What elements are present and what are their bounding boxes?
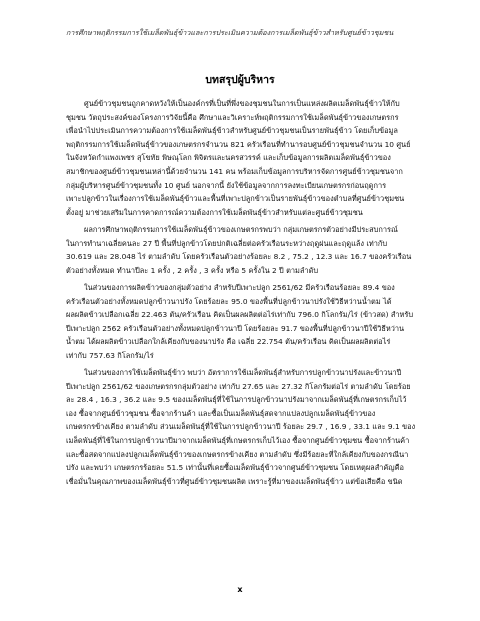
text-line: ผลผลิตข้าวเปลือกเฉลี่ย 22.463 ตัน/ครัวเรือน คิดเป็นผลผลิตต่อไร่เท่ากับ 796.0 กิโลกรัม/ไร่ (ข้าวสด) สำหรับ xyxy=(66,310,414,320)
text-line: เท่ากับ 757.63 กิโลกรัม/ไร่ xyxy=(66,350,154,360)
text-line: ครัวเรือนตัวอย่างทั้งหมดปลูกข้าวนาปรัง โดยร้อยละ 95.0 ของพื้นที่ปลูกข้าวนาปรังใช้วิธีหว่านน้ำตม ได้ xyxy=(66,296,392,306)
text-line: เกษตรกรข้างเคียง ตามลำดับ ส่วนเมล็ดพันธุ์ที่ใช้ในการปลูกข้าวนาปี ร้อยละ 29.7 , 16.9 , 33.1 และ 9.1 ของ xyxy=(66,422,416,432)
text-line: ในส่วนของการใช้เมล็ดพันธุ์ข้าว พบว่า อัตราการใช้เมล็ดพันธุ์สำหรับการปลูกข้าวนาปรังและข้าวนาปี xyxy=(84,368,402,378)
paragraph-4 xyxy=(66,366,438,488)
text-line: ละ 28.4 , 16.3 , 36.2 และ 9.5 ของเมล็ดพันธุ์ที่ใช้ในการปลูกข้าวนาปรังมาจากเมล็ดพันธุ์ที่เกษตรกรเก็บไว้ xyxy=(66,395,407,405)
text-line: ปีเพาะปลูก 2562 ครัวเรือนตัวอย่างทั้งหมดปลูกข้าวนาปี โดยร้อยละ 91.7 ของพื้นที่ปลูกข้าวนาปีใช้วิธีหว่าน xyxy=(66,323,405,333)
text-line: ในการทำนาเฉลี่ยคนละ 27 ปี พื้นที่ปลูกข้าวโดยปกติเฉลี่ยต่อครัวเรือนระหว่างฤดูฝนและฤดูแล้ง เท่ากับ xyxy=(66,238,388,248)
text-line: ศูนย์ข้าวชุมชนถูกคาดหวังให้เป็นองค์กรที่เป็นที่พึ่งของชุมชนในการเป็นแหล่งผลิตเมล็ดพันธุ์ข้าวให้กับ xyxy=(84,99,400,108)
text-line: เมล็ดพันธุ์ที่ใช้ในการปลูกข้าวนาปีมาจากเมล็ดพันธุ์ที่เกษตรกรเก็บไว้เอง ซื้อจากศูนย์ข้าวชุมชน ซื้อจากร้านค้า xyxy=(66,436,410,446)
running-header: การศึกษาพฤติกรรมการใช้เมล็ดพันธุ์ข้าวและการประเมินความต้องการเมล็ดพันธุ์ข้าวสำหรับศูนย์ข้าวชุมชน xyxy=(66,28,394,37)
text-line: เพื่อนำไปประเมินการความต้องการใช้เมล็ดพันธุ์ข้าวสำหรับศูนย์ข้าวชุมชนเป็นรายพันธุ์ข้าว โดยเก็บข้อมูล xyxy=(66,126,398,136)
text-line: กลุ่มผู้บริหารศูนย์ข้าวชุมชนทั้ง 10 ศูนย์ นอกจากนี้ ยังใช้ข้อมูลจากการลงทะเบียนเกษตรกรก่อนฤดูการ xyxy=(66,180,387,190)
page-number: x xyxy=(237,585,243,594)
paragraph-2 xyxy=(66,223,438,277)
text-line: เอง ซื้อจากศูนย์ข้าวชุมชน ซื้อจากร้านค้า และซื้อเป็นเมล็ดพันธุ์สดจากแปลงปลูกเมล็ดพันธุ์ข้าวของ xyxy=(66,408,376,418)
text-line: ปีเพาะปลูก 2561/62 ของเกษตรกรกลุ่มตัวอย่าง เท่ากับ 27.65 และ 27.32 กิโลกรัมต่อไร่ ตามลำดับ โดยร้อย xyxy=(66,381,411,391)
text-line: เชื่อมั่นในคุณภาพของเมล็ดพันธุ์ข้าวที่ศูนย์ข้าวชุมชนผลิต เพราะรู้ที่มาของเมล็ดพันธุ์ข้าว แต่ข้อเสียคือ ขนิด xyxy=(66,476,403,486)
text-line: ในส่วนของการผลิตข้าวของกลุ่มตัวอย่าง สำหรับปีเพาะปลูก 2561/62 มีครัวเรือนร้อยละ 89.4 ของ xyxy=(84,282,395,292)
text-line: ชุมชน วัตถุประสงค์ของโครงการวิจัยนี้คือ ศึกษาและวิเคราะห์พฤติกรรมการใช้เมล็ดพันธุ์ข้าวของเกษตรกร xyxy=(66,112,399,122)
text-line: 30.619 และ 28.048 ไร่ ตามลำดับ โดยครัวเรือนตัวอย่างร้อยละ 8.2 , 75.2 , 12.3 และ 16.7 ของครัวเรือน xyxy=(66,252,412,262)
paragraph-1 xyxy=(66,97,438,219)
text-line: ในจังหวัดกำแพงเพชร สุโขทัย พิษณุโลก พิจิตรและนครสวรรค์ และเก็บข้อมูลการผลิตเมล็ดพันธุ์ข้าวของ xyxy=(66,153,391,163)
text-line: พฤติกรรมการใช้เมล็ดพันธุ์ข้าวของเกษตรกรจำนวน 821 ครัวเรือนที่ทำนารอบศูนย์ข้าวชุมชนจำนวน 10 ศูนย์ xyxy=(66,139,411,149)
text-line: ผลการศึกษาพฤติกรรมการใช้เมล็ดพันธุ์ข้าวของเกษตรกรพบว่า กลุ่มเกษตรกรตัวอย่างมีประสบการณ์ xyxy=(84,224,398,234)
text-line: สมาชิกของศูนย์ข้าวชุมชนเหล่านี้ด้วยจำนวน 141 คน พร้อมเก็บข้อมูลการบริหารจัดการศูนย์ข้าวชุมชนจาก xyxy=(66,166,403,176)
page-title: บทสรุปผู้บริหาร xyxy=(205,74,275,86)
text-line: และซื้อสดจากแปลงปลูกเมล็ดพันธุ์ข้าวของเกษตรกรข้างเคียง ตามลำดับ ซึ่งมีร้อยละที่ใกล้เคียงกับของกรณีนา xyxy=(66,449,409,459)
text-line: ตั้งอยู่ มาช่วยเสริมในการคาดการณ์ความต้องการใช้เมล็ดพันธุ์ข้าวสำหรับแต่ละศูนย์ข้าวชุมชน xyxy=(66,207,363,217)
paragraph-3 xyxy=(66,281,438,363)
document-body xyxy=(66,97,438,492)
text-line: น้ำตม ได้ผลผลิตข้าวเปลือกใกล้เคียงกับของนาปรัง คือ เฉลี่ย 22.754 ตัน/ครัวเรือน คิดเป็นผลผลิตต่อไร่ xyxy=(66,337,391,347)
text-line: เพาะปลูกข้าวในเรื่องการใช้เมล็ดพันธุ์ข้าวและพื้นที่เพาะปลูกข้าวเป็นรายพันธุ์ข้าวของตำบลที่ศูนย์ข้าวชุมชน xyxy=(66,194,405,204)
text-line: ปรัง และพบว่า เกษตรกรร้อยละ 51.5 เท่านั้นที่เคยซื้อเมล็ดพันธุ์ข้าวจากศูนย์ข้าวชุมชน โดยเหตุผลสำคัญคือ xyxy=(66,463,404,473)
text-line: ตัวอย่างทั้งหมด ทำนาปีละ 1 ครั้ง , 2 ครั้ง , 3 ครั้ง หรือ 5 ครั้งใน 2 ปี ตามลำดับ xyxy=(66,265,319,275)
